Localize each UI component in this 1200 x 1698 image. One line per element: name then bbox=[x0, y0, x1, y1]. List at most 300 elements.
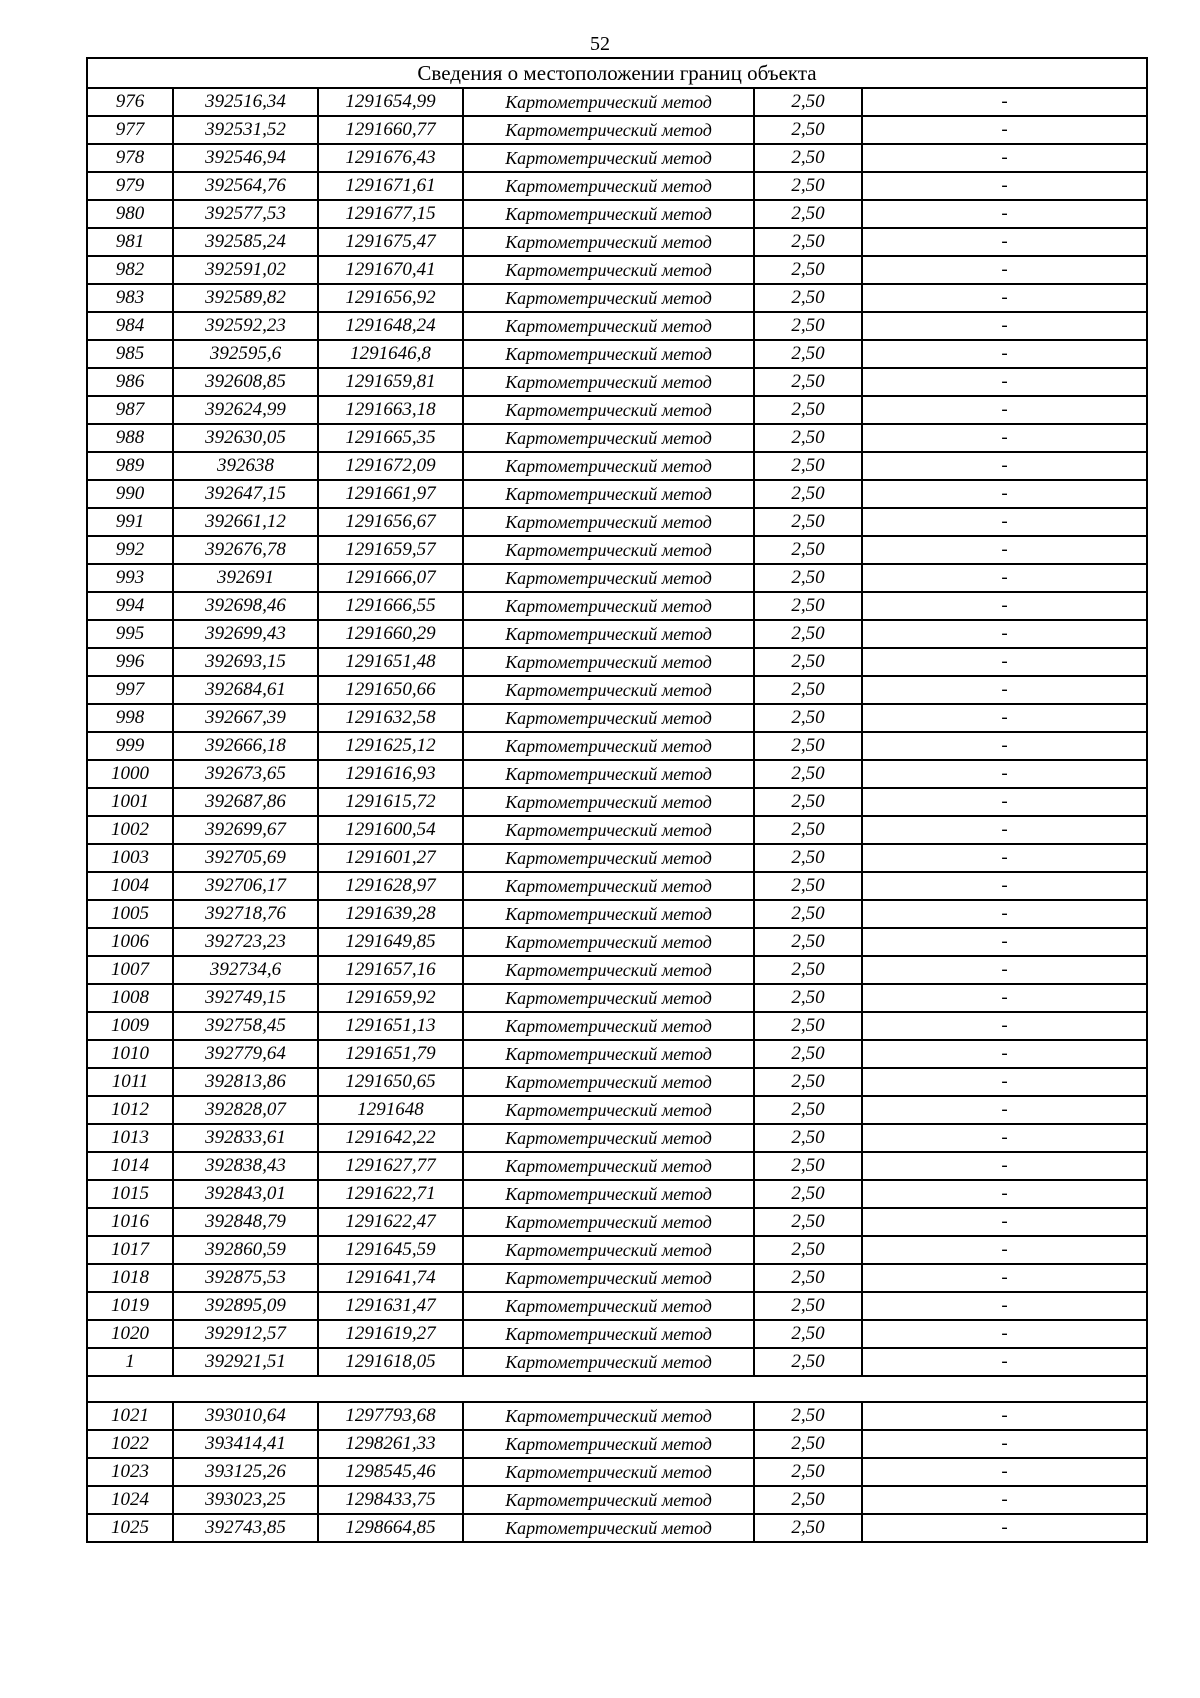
point-number-cell: 1002 bbox=[87, 816, 173, 844]
table-row bbox=[87, 564, 1147, 592]
x-coordinate-cell: 392638 bbox=[173, 452, 318, 480]
method-cell: Картометрический метод bbox=[463, 172, 754, 200]
table-row bbox=[87, 1208, 1147, 1236]
precision-cell: 2,50 bbox=[754, 536, 862, 564]
precision-cell: 2,50 bbox=[754, 704, 862, 732]
table-row bbox=[87, 508, 1147, 536]
point-number-cell: 993 bbox=[87, 564, 173, 592]
precision-cell: 2,50 bbox=[754, 872, 862, 900]
y-coordinate-cell: 1291649,85 bbox=[318, 928, 463, 956]
method-cell: Картометрический метод bbox=[463, 620, 754, 648]
method-cell: Картометрический метод bbox=[463, 816, 754, 844]
table-spacer-row bbox=[87, 1376, 1147, 1402]
x-coordinate-cell: 392875,53 bbox=[173, 1264, 318, 1292]
description-cell: - bbox=[862, 620, 1147, 648]
precision-cell: 2,50 bbox=[754, 788, 862, 816]
x-coordinate-cell: 392564,76 bbox=[173, 172, 318, 200]
point-number-cell: 1017 bbox=[87, 1236, 173, 1264]
method-cell: Картометрический метод bbox=[463, 1124, 754, 1152]
x-coordinate-cell: 392921,51 bbox=[173, 1348, 318, 1376]
y-coordinate-cell: 1291659,81 bbox=[318, 368, 463, 396]
point-number-cell: 984 bbox=[87, 312, 173, 340]
table-row bbox=[87, 844, 1147, 872]
description-cell: - bbox=[862, 956, 1147, 984]
table-row bbox=[87, 1320, 1147, 1348]
x-coordinate-cell: 393125,26 bbox=[173, 1458, 318, 1486]
y-coordinate-cell: 1291615,72 bbox=[318, 788, 463, 816]
y-coordinate-cell: 1291671,61 bbox=[318, 172, 463, 200]
table-title-row bbox=[87, 58, 1147, 88]
description-cell: - bbox=[862, 228, 1147, 256]
table-row bbox=[87, 1096, 1147, 1124]
precision-cell: 2,50 bbox=[754, 1152, 862, 1180]
method-cell: Картометрический метод bbox=[463, 1180, 754, 1208]
method-cell: Картометрический метод bbox=[463, 872, 754, 900]
table-row bbox=[87, 900, 1147, 928]
y-coordinate-cell: 1298261,33 bbox=[318, 1430, 463, 1458]
point-number-cell: 1013 bbox=[87, 1124, 173, 1152]
x-coordinate-cell: 392895,09 bbox=[173, 1292, 318, 1320]
table-row bbox=[87, 116, 1147, 144]
y-coordinate-cell: 1291654,99 bbox=[318, 88, 463, 116]
y-coordinate-cell: 1291672,09 bbox=[318, 452, 463, 480]
method-cell: Картометрический метод bbox=[463, 704, 754, 732]
y-coordinate-cell: 1291601,27 bbox=[318, 844, 463, 872]
y-coordinate-cell: 1291651,79 bbox=[318, 1040, 463, 1068]
y-coordinate-cell: 1291676,43 bbox=[318, 144, 463, 172]
description-cell: - bbox=[862, 88, 1147, 116]
table-row bbox=[87, 1514, 1147, 1542]
y-coordinate-cell: 1291600,54 bbox=[318, 816, 463, 844]
method-cell: Картометрический метод bbox=[463, 1096, 754, 1124]
page-number: 52 bbox=[590, 33, 610, 55]
precision-cell: 2,50 bbox=[754, 1264, 862, 1292]
x-coordinate-cell: 392743,85 bbox=[173, 1514, 318, 1542]
method-cell: Картометрический метод bbox=[463, 956, 754, 984]
method-cell: Картометрический метод bbox=[463, 116, 754, 144]
precision-cell: 2,50 bbox=[754, 1320, 862, 1348]
method-cell: Картометрический метод bbox=[463, 312, 754, 340]
table-row bbox=[87, 816, 1147, 844]
precision-cell: 2,50 bbox=[754, 256, 862, 284]
precision-cell: 2,50 bbox=[754, 1402, 862, 1430]
description-cell: - bbox=[862, 1264, 1147, 1292]
x-coordinate-cell: 392838,43 bbox=[173, 1152, 318, 1180]
x-coordinate-cell: 392516,34 bbox=[173, 88, 318, 116]
method-cell: Картометрический метод bbox=[463, 1348, 754, 1376]
y-coordinate-cell: 1291627,77 bbox=[318, 1152, 463, 1180]
method-cell: Картометрический метод bbox=[463, 676, 754, 704]
method-cell: Картометрический метод bbox=[463, 368, 754, 396]
description-cell: - bbox=[862, 1292, 1147, 1320]
precision-cell: 2,50 bbox=[754, 1514, 862, 1542]
description-cell: - bbox=[862, 760, 1147, 788]
spacer-cell bbox=[87, 1376, 1147, 1402]
point-number-cell: 1000 bbox=[87, 760, 173, 788]
precision-cell: 2,50 bbox=[754, 732, 862, 760]
description-cell: - bbox=[862, 284, 1147, 312]
x-coordinate-cell: 393023,25 bbox=[173, 1486, 318, 1514]
point-number-cell: 1025 bbox=[87, 1514, 173, 1542]
description-cell: - bbox=[862, 816, 1147, 844]
description-cell: - bbox=[862, 116, 1147, 144]
method-cell: Картометрический метод bbox=[463, 1514, 754, 1542]
x-coordinate-cell: 392699,43 bbox=[173, 620, 318, 648]
method-cell: Картометрический метод bbox=[463, 1012, 754, 1040]
x-coordinate-cell: 392718,76 bbox=[173, 900, 318, 928]
table-row bbox=[87, 648, 1147, 676]
x-coordinate-cell: 392577,53 bbox=[173, 200, 318, 228]
y-coordinate-cell: 1291628,97 bbox=[318, 872, 463, 900]
table-row bbox=[87, 452, 1147, 480]
table-row bbox=[87, 956, 1147, 984]
table-row bbox=[87, 1068, 1147, 1096]
description-cell: - bbox=[862, 480, 1147, 508]
point-number-cell: 997 bbox=[87, 676, 173, 704]
y-coordinate-cell: 1291648 bbox=[318, 1096, 463, 1124]
table-row bbox=[87, 676, 1147, 704]
point-number-cell: 990 bbox=[87, 480, 173, 508]
table-row bbox=[87, 312, 1147, 340]
point-number-cell: 1021 bbox=[87, 1402, 173, 1430]
y-coordinate-cell: 1291650,66 bbox=[318, 676, 463, 704]
table-row bbox=[87, 172, 1147, 200]
x-coordinate-cell: 392833,61 bbox=[173, 1124, 318, 1152]
precision-cell: 2,50 bbox=[754, 760, 862, 788]
precision-cell: 2,50 bbox=[754, 564, 862, 592]
y-coordinate-cell: 1291651,48 bbox=[318, 648, 463, 676]
table-row bbox=[87, 256, 1147, 284]
y-coordinate-cell: 1291656,92 bbox=[318, 284, 463, 312]
precision-cell: 2,50 bbox=[754, 1124, 862, 1152]
y-coordinate-cell: 1291660,77 bbox=[318, 116, 463, 144]
table-row bbox=[87, 788, 1147, 816]
method-cell: Картометрический метод bbox=[463, 844, 754, 872]
table-row bbox=[87, 1180, 1147, 1208]
point-number-cell: 1005 bbox=[87, 900, 173, 928]
precision-cell: 2,50 bbox=[754, 1348, 862, 1376]
x-coordinate-cell: 392705,69 bbox=[173, 844, 318, 872]
description-cell: - bbox=[862, 984, 1147, 1012]
description-cell: - bbox=[862, 1236, 1147, 1264]
x-coordinate-cell: 392673,65 bbox=[173, 760, 318, 788]
precision-cell: 2,50 bbox=[754, 284, 862, 312]
point-number-cell: 989 bbox=[87, 452, 173, 480]
precision-cell: 2,50 bbox=[754, 816, 862, 844]
y-coordinate-cell: 1291625,12 bbox=[318, 732, 463, 760]
description-cell: - bbox=[862, 256, 1147, 284]
x-coordinate-cell: 392589,82 bbox=[173, 284, 318, 312]
point-number-cell: 988 bbox=[87, 424, 173, 452]
point-number-cell: 982 bbox=[87, 256, 173, 284]
precision-cell: 2,50 bbox=[754, 956, 862, 984]
method-cell: Картометрический метод bbox=[463, 592, 754, 620]
description-cell: - bbox=[862, 1486, 1147, 1514]
point-number-cell: 1003 bbox=[87, 844, 173, 872]
table-row bbox=[87, 732, 1147, 760]
x-coordinate-cell: 392860,59 bbox=[173, 1236, 318, 1264]
precision-cell: 2,50 bbox=[754, 1208, 862, 1236]
table-title: Сведения о местоположении границ объекта bbox=[87, 58, 1147, 88]
method-cell: Картометрический метод bbox=[463, 256, 754, 284]
y-coordinate-cell: 1291677,15 bbox=[318, 200, 463, 228]
table-row bbox=[87, 1264, 1147, 1292]
method-cell: Картометрический метод bbox=[463, 340, 754, 368]
x-coordinate-cell: 392608,85 bbox=[173, 368, 318, 396]
x-coordinate-cell: 392912,57 bbox=[173, 1320, 318, 1348]
table-row bbox=[87, 1486, 1147, 1514]
description-cell: - bbox=[862, 844, 1147, 872]
precision-cell: 2,50 bbox=[754, 620, 862, 648]
precision-cell: 2,50 bbox=[754, 312, 862, 340]
point-number-cell: 1001 bbox=[87, 788, 173, 816]
description-cell: - bbox=[862, 1040, 1147, 1068]
point-number-cell: 983 bbox=[87, 284, 173, 312]
table-row bbox=[87, 1402, 1147, 1430]
point-number-cell: 995 bbox=[87, 620, 173, 648]
description-cell: - bbox=[862, 172, 1147, 200]
description-cell: - bbox=[862, 676, 1147, 704]
table-row bbox=[87, 284, 1147, 312]
x-coordinate-cell: 392630,05 bbox=[173, 424, 318, 452]
precision-cell: 2,50 bbox=[754, 172, 862, 200]
x-coordinate-cell: 392592,23 bbox=[173, 312, 318, 340]
x-coordinate-cell: 392848,79 bbox=[173, 1208, 318, 1236]
table-row bbox=[87, 424, 1147, 452]
x-coordinate-cell: 392758,45 bbox=[173, 1012, 318, 1040]
precision-cell: 2,50 bbox=[754, 396, 862, 424]
method-cell: Картометрический метод bbox=[463, 1430, 754, 1458]
description-cell: - bbox=[862, 1012, 1147, 1040]
precision-cell: 2,50 bbox=[754, 1486, 862, 1514]
point-number-cell: 1008 bbox=[87, 984, 173, 1012]
point-number-cell: 1010 bbox=[87, 1040, 173, 1068]
table-row bbox=[87, 1236, 1147, 1264]
boundary-coordinates-table bbox=[86, 57, 1148, 1543]
point-number-cell: 981 bbox=[87, 228, 173, 256]
method-cell: Картометрический метод bbox=[463, 760, 754, 788]
precision-cell: 2,50 bbox=[754, 1068, 862, 1096]
description-cell: - bbox=[862, 564, 1147, 592]
x-coordinate-cell: 392828,07 bbox=[173, 1096, 318, 1124]
x-coordinate-cell: 392813,86 bbox=[173, 1068, 318, 1096]
table-row bbox=[87, 1152, 1147, 1180]
description-cell: - bbox=[862, 1152, 1147, 1180]
method-cell: Картометрический метод bbox=[463, 1292, 754, 1320]
y-coordinate-cell: 1291650,65 bbox=[318, 1068, 463, 1096]
precision-cell: 2,50 bbox=[754, 1096, 862, 1124]
y-coordinate-cell: 1291659,92 bbox=[318, 984, 463, 1012]
x-coordinate-cell: 392684,61 bbox=[173, 676, 318, 704]
description-cell: - bbox=[862, 144, 1147, 172]
method-cell: Картометрический метод bbox=[463, 480, 754, 508]
method-cell: Картометрический метод bbox=[463, 1040, 754, 1068]
method-cell: Картометрический метод bbox=[463, 396, 754, 424]
description-cell: - bbox=[862, 1208, 1147, 1236]
description-cell: - bbox=[862, 1458, 1147, 1486]
x-coordinate-cell: 392723,23 bbox=[173, 928, 318, 956]
description-cell: - bbox=[862, 1320, 1147, 1348]
precision-cell: 2,50 bbox=[754, 1292, 862, 1320]
y-coordinate-cell: 1291657,16 bbox=[318, 956, 463, 984]
precision-cell: 2,50 bbox=[754, 592, 862, 620]
point-number-cell: 999 bbox=[87, 732, 173, 760]
table-row bbox=[87, 620, 1147, 648]
method-cell: Картометрический метод bbox=[463, 1320, 754, 1348]
description-cell: - bbox=[862, 900, 1147, 928]
precision-cell: 2,50 bbox=[754, 648, 862, 676]
method-cell: Картометрический метод bbox=[463, 984, 754, 1012]
x-coordinate-cell: 392676,78 bbox=[173, 536, 318, 564]
method-cell: Картометрический метод bbox=[463, 928, 754, 956]
x-coordinate-cell: 392531,52 bbox=[173, 116, 318, 144]
description-cell: - bbox=[862, 1180, 1147, 1208]
y-coordinate-cell: 1297793,68 bbox=[318, 1402, 463, 1430]
point-number-cell: 1023 bbox=[87, 1458, 173, 1486]
description-cell: - bbox=[862, 536, 1147, 564]
method-cell: Картометрический метод bbox=[463, 1208, 754, 1236]
precision-cell: 2,50 bbox=[754, 88, 862, 116]
precision-cell: 2,50 bbox=[754, 1180, 862, 1208]
description-cell: - bbox=[862, 1068, 1147, 1096]
description-cell: - bbox=[862, 1096, 1147, 1124]
description-cell: - bbox=[862, 368, 1147, 396]
point-number-cell: 1015 bbox=[87, 1180, 173, 1208]
method-cell: Картометрический метод bbox=[463, 144, 754, 172]
y-coordinate-cell: 1291666,07 bbox=[318, 564, 463, 592]
y-coordinate-cell: 1291631,47 bbox=[318, 1292, 463, 1320]
method-cell: Картометрический метод bbox=[463, 508, 754, 536]
point-number-cell: 1007 bbox=[87, 956, 173, 984]
method-cell: Картометрический метод bbox=[463, 452, 754, 480]
x-coordinate-cell: 392546,94 bbox=[173, 144, 318, 172]
point-number-cell: 1020 bbox=[87, 1320, 173, 1348]
method-cell: Картометрический метод bbox=[463, 1458, 754, 1486]
table-row bbox=[87, 984, 1147, 1012]
table-row bbox=[87, 228, 1147, 256]
precision-cell: 2,50 bbox=[754, 200, 862, 228]
y-coordinate-cell: 1291642,22 bbox=[318, 1124, 463, 1152]
point-number-cell: 1006 bbox=[87, 928, 173, 956]
description-cell: - bbox=[862, 732, 1147, 760]
point-number-cell: 977 bbox=[87, 116, 173, 144]
x-coordinate-cell: 392691 bbox=[173, 564, 318, 592]
y-coordinate-cell: 1291666,55 bbox=[318, 592, 463, 620]
point-number-cell: 1 bbox=[87, 1348, 173, 1376]
description-cell: - bbox=[862, 872, 1147, 900]
point-number-cell: 1016 bbox=[87, 1208, 173, 1236]
method-cell: Картометрический метод bbox=[463, 424, 754, 452]
point-number-cell: 1018 bbox=[87, 1264, 173, 1292]
table-row bbox=[87, 704, 1147, 732]
precision-cell: 2,50 bbox=[754, 1430, 862, 1458]
method-cell: Картометрический метод bbox=[463, 1068, 754, 1096]
description-cell: - bbox=[862, 396, 1147, 424]
method-cell: Картометрический метод bbox=[463, 564, 754, 592]
method-cell: Картометрический метод bbox=[463, 88, 754, 116]
table-row bbox=[87, 760, 1147, 788]
table-row bbox=[87, 592, 1147, 620]
y-coordinate-cell: 1291661,97 bbox=[318, 480, 463, 508]
precision-cell: 2,50 bbox=[754, 676, 862, 704]
y-coordinate-cell: 1291618,05 bbox=[318, 1348, 463, 1376]
y-coordinate-cell: 1291639,28 bbox=[318, 900, 463, 928]
y-coordinate-cell: 1291651,13 bbox=[318, 1012, 463, 1040]
point-number-cell: 998 bbox=[87, 704, 173, 732]
description-cell: - bbox=[862, 1402, 1147, 1430]
description-cell: - bbox=[862, 704, 1147, 732]
x-coordinate-cell: 392734,6 bbox=[173, 956, 318, 984]
table-row bbox=[87, 1040, 1147, 1068]
y-coordinate-cell: 1291660,29 bbox=[318, 620, 463, 648]
x-coordinate-cell: 392749,15 bbox=[173, 984, 318, 1012]
y-coordinate-cell: 1291648,24 bbox=[318, 312, 463, 340]
method-cell: Картометрический метод bbox=[463, 1264, 754, 1292]
x-coordinate-cell: 392699,67 bbox=[173, 816, 318, 844]
table-row bbox=[87, 1430, 1147, 1458]
method-cell: Картометрический метод bbox=[463, 732, 754, 760]
y-coordinate-cell: 1291645,59 bbox=[318, 1236, 463, 1264]
method-cell: Картометрический метод bbox=[463, 536, 754, 564]
table-row bbox=[87, 872, 1147, 900]
point-number-cell: 1012 bbox=[87, 1096, 173, 1124]
description-cell: - bbox=[862, 200, 1147, 228]
precision-cell: 2,50 bbox=[754, 452, 862, 480]
point-number-cell: 991 bbox=[87, 508, 173, 536]
x-coordinate-cell: 392779,64 bbox=[173, 1040, 318, 1068]
x-coordinate-cell: 393414,41 bbox=[173, 1430, 318, 1458]
y-coordinate-cell: 1291675,47 bbox=[318, 228, 463, 256]
precision-cell: 2,50 bbox=[754, 1040, 862, 1068]
table-body bbox=[87, 58, 1147, 1542]
description-cell: - bbox=[862, 788, 1147, 816]
precision-cell: 2,50 bbox=[754, 480, 862, 508]
point-number-cell: 994 bbox=[87, 592, 173, 620]
method-cell: Картометрический метод bbox=[463, 284, 754, 312]
y-coordinate-cell: 1291622,71 bbox=[318, 1180, 463, 1208]
table-row bbox=[87, 536, 1147, 564]
table-row bbox=[87, 340, 1147, 368]
description-cell: - bbox=[862, 340, 1147, 368]
precision-cell: 2,50 bbox=[754, 116, 862, 144]
table-row bbox=[87, 1348, 1147, 1376]
y-coordinate-cell: 1298664,85 bbox=[318, 1514, 463, 1542]
y-coordinate-cell: 1291622,47 bbox=[318, 1208, 463, 1236]
table-row bbox=[87, 396, 1147, 424]
precision-cell: 2,50 bbox=[754, 1458, 862, 1486]
description-cell: - bbox=[862, 1348, 1147, 1376]
y-coordinate-cell: 1298545,46 bbox=[318, 1458, 463, 1486]
method-cell: Картометрический метод bbox=[463, 648, 754, 676]
y-coordinate-cell: 1291616,93 bbox=[318, 760, 463, 788]
precision-cell: 2,50 bbox=[754, 1012, 862, 1040]
precision-cell: 2,50 bbox=[754, 900, 862, 928]
point-number-cell: 986 bbox=[87, 368, 173, 396]
precision-cell: 2,50 bbox=[754, 984, 862, 1012]
table-row bbox=[87, 1292, 1147, 1320]
x-coordinate-cell: 392585,24 bbox=[173, 228, 318, 256]
method-cell: Картометрический метод bbox=[463, 1402, 754, 1430]
point-number-cell: 1009 bbox=[87, 1012, 173, 1040]
point-number-cell: 987 bbox=[87, 396, 173, 424]
method-cell: Картометрический метод bbox=[463, 200, 754, 228]
point-number-cell: 978 bbox=[87, 144, 173, 172]
description-cell: - bbox=[862, 1430, 1147, 1458]
description-cell: - bbox=[862, 312, 1147, 340]
x-coordinate-cell: 392706,17 bbox=[173, 872, 318, 900]
description-cell: - bbox=[862, 508, 1147, 536]
x-coordinate-cell: 392687,86 bbox=[173, 788, 318, 816]
